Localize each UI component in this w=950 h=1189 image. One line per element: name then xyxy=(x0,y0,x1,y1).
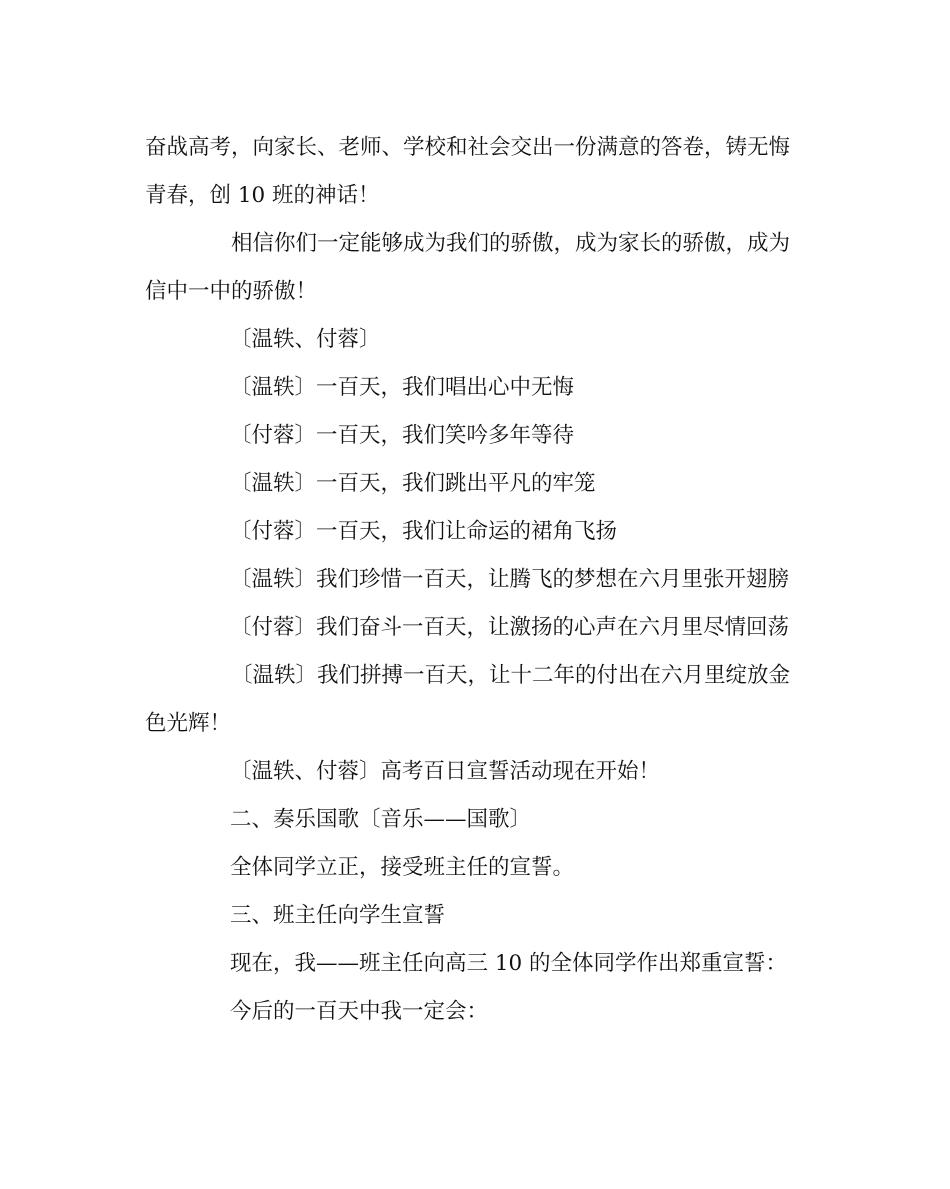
section-heading: 三、班主任向学生宣誓 xyxy=(230,903,446,928)
speaker-line: 〔温轶〕我们珍惜一百天，让腾飞的梦想在六月里张开翅膀 xyxy=(230,567,790,592)
text-line: 奋战高考，向家长、老师、学校和社会交出一份满意的答卷，铸无悔 xyxy=(145,135,791,160)
text-line: 〔温轶〕我们拼搏一百天，让十二年的付出在六月里绽放金 xyxy=(231,663,791,688)
paragraph-exam-pledge xyxy=(145,124,805,220)
speaker-line: 〔温轶〕一百天，我们唱出心中无悔 xyxy=(230,375,575,400)
section-heading: 二、奏乐国歌〔音乐——国歌〕 xyxy=(230,807,532,832)
paragraph-pride xyxy=(145,220,805,316)
text-line: 相信你们一定能够成为我们的骄傲，成为家长的骄傲，成为 xyxy=(231,231,791,256)
text-line: 信中一中的骄傲！ xyxy=(145,279,318,304)
speaker-line-both: 〔温轶、付蓉〕 xyxy=(230,327,381,352)
speaker-line-both: 〔温轶、付蓉〕高考百日宣誓活动现在开始！ xyxy=(230,759,661,784)
speaker-line-wrapped xyxy=(145,652,805,748)
speaker-line: 〔付蓉〕一百天，我们让命运的裙角飞扬 xyxy=(230,519,618,544)
speaker-line: 〔温轶〕一百天，我们跳出平凡的牢笼 xyxy=(230,471,596,496)
speaker-line: 〔付蓉〕我们奋斗一百天，让激扬的心声在六月里尽情回荡 xyxy=(230,615,790,640)
pledge-intro: 现在，我——班主任向高三 10 的全体同学作出郑重宣誓： xyxy=(230,951,788,976)
text-line: 青春，创 10 班的神话！ xyxy=(145,183,380,208)
speaker-line: 〔付蓉〕一百天，我们笑吟多年等待 xyxy=(230,423,575,448)
text-line: 色光辉！ xyxy=(145,711,232,736)
pledge-lead: 今后的一百天中我一定会： xyxy=(230,999,489,1024)
instruction-text: 全体同学立正，接受班主任的宣誓。 xyxy=(230,855,575,880)
